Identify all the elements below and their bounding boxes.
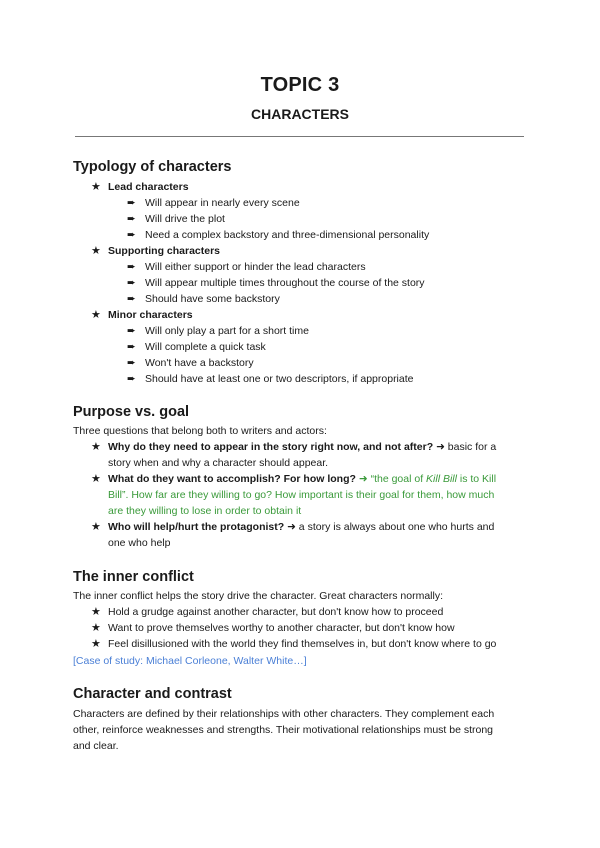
question-1-text: Why do they need to appear in the story right now, and not after? <box>108 441 434 453</box>
question-2-answer: “the goal of <box>367 473 427 485</box>
question-2-answer-cont: Bill”. How far are they willing to go? How important is their goal for them, how much <box>108 489 495 501</box>
arrow-bullet-icon: ➨ <box>127 197 136 209</box>
question-2-answer-cont2: are they willing to lose in order to obtain it <box>108 505 302 517</box>
star-bullet-icon: ★ <box>91 638 101 650</box>
contrast-paragraph-line: other, reinforce weaknesses and strengths. Their motivational relationships must be strong <box>73 724 494 736</box>
arrow-bullet-icon: ➨ <box>127 373 136 385</box>
arrow-icon: ➜ <box>436 441 445 453</box>
page-title: TOPIC 3 <box>260 74 340 96</box>
list-item: Will either support or hinder the lead characters <box>145 261 366 273</box>
question-3 <box>108 519 494 535</box>
question-1-answer-cont: story when and why a character should appear. <box>108 457 329 469</box>
list-item: Should have some backstory <box>145 293 280 305</box>
contrast-paragraph-line: Characters are defined by their relationships with other characters. They complement each <box>73 708 495 720</box>
star-bullet-icon: ★ <box>91 309 101 321</box>
group-label-lead: Lead characters <box>108 181 189 193</box>
section-heading-purpose: Purpose vs. goal <box>73 404 190 420</box>
arrow-bullet-icon: ➨ <box>127 357 136 369</box>
arrow-bullet-icon: ➨ <box>127 341 136 353</box>
group-label-supporting: Supporting characters <box>108 245 221 257</box>
title-divider <box>75 136 524 137</box>
star-bullet-icon: ★ <box>91 622 101 634</box>
question-3-text: Who will help/hurt the protagonist? <box>108 521 285 533</box>
list-item: Will only play a part for a short time <box>145 325 309 337</box>
purpose-intro: Three questions that belong both to writers and actors: <box>73 425 327 437</box>
group-label-minor: Minor characters <box>108 309 193 321</box>
star-bullet-icon: ★ <box>91 441 101 453</box>
case-study-note: [Case of study: Michael Corleone, Walter White…] <box>73 655 307 667</box>
question-3-answer-cont: one who help <box>108 537 171 549</box>
question-1-answer: basic for a <box>444 441 497 453</box>
star-bullet-icon: ★ <box>91 473 101 485</box>
star-bullet-icon: ★ <box>91 245 101 257</box>
section-heading-inner-conflict: The inner conflict <box>73 569 194 585</box>
question-3-answer: a story is always about one who hurts and <box>295 521 495 533</box>
arrow-bullet-icon: ➨ <box>127 325 136 337</box>
question-1 <box>108 439 496 455</box>
arrow-bullet-icon: ➨ <box>127 229 136 241</box>
arrow-bullet-icon: ➨ <box>127 261 136 273</box>
star-bullet-icon: ★ <box>91 606 101 618</box>
section-heading-typology: Typology of characters <box>73 159 232 175</box>
list-item: Won't have a backstory <box>145 357 254 369</box>
contrast-paragraph-line: and clear. <box>73 740 119 752</box>
arrow-icon: ➜ <box>358 473 368 485</box>
list-item: Will appear in nearly every scene <box>145 197 300 209</box>
star-bullet-icon: ★ <box>91 521 101 533</box>
arrow-bullet-icon: ➨ <box>127 213 136 225</box>
arrow-bullet-icon: ➨ <box>127 293 136 305</box>
list-item: Need a complex backstory and three-dimensional personality <box>145 229 430 241</box>
page-subtitle: CHARACTERS <box>251 106 349 122</box>
section-heading-contrast: Character and contrast <box>73 686 232 702</box>
question-2-text: What do they want to accomplish? For how long? <box>108 473 356 485</box>
list-item: Will drive the plot <box>145 213 225 225</box>
question-2 <box>108 471 496 487</box>
list-item: Will complete a quick task <box>145 341 266 353</box>
question-2-answer-film: Kill Bill <box>426 473 457 485</box>
list-item: Want to prove themselves worthy to another character, but don't know how <box>108 622 455 634</box>
list-item: Should have at least one or two descriptors, if appropriate <box>145 373 414 385</box>
list-item: Hold a grudge against another character, but don't know how to proceed <box>108 606 444 618</box>
list-item: Feel disillusioned with the world they find themselves in, but don't know where to go <box>108 638 497 650</box>
inner-intro: The inner conflict helps the story drive the character. Great characters normally: <box>73 590 443 602</box>
list-item: Will appear multiple times throughout the course of the story <box>145 277 425 289</box>
question-2-answer-b: is to Kill <box>456 473 497 485</box>
star-bullet-icon: ★ <box>91 181 101 193</box>
arrow-icon: ➜ <box>287 521 296 533</box>
arrow-bullet-icon: ➨ <box>127 277 136 289</box>
